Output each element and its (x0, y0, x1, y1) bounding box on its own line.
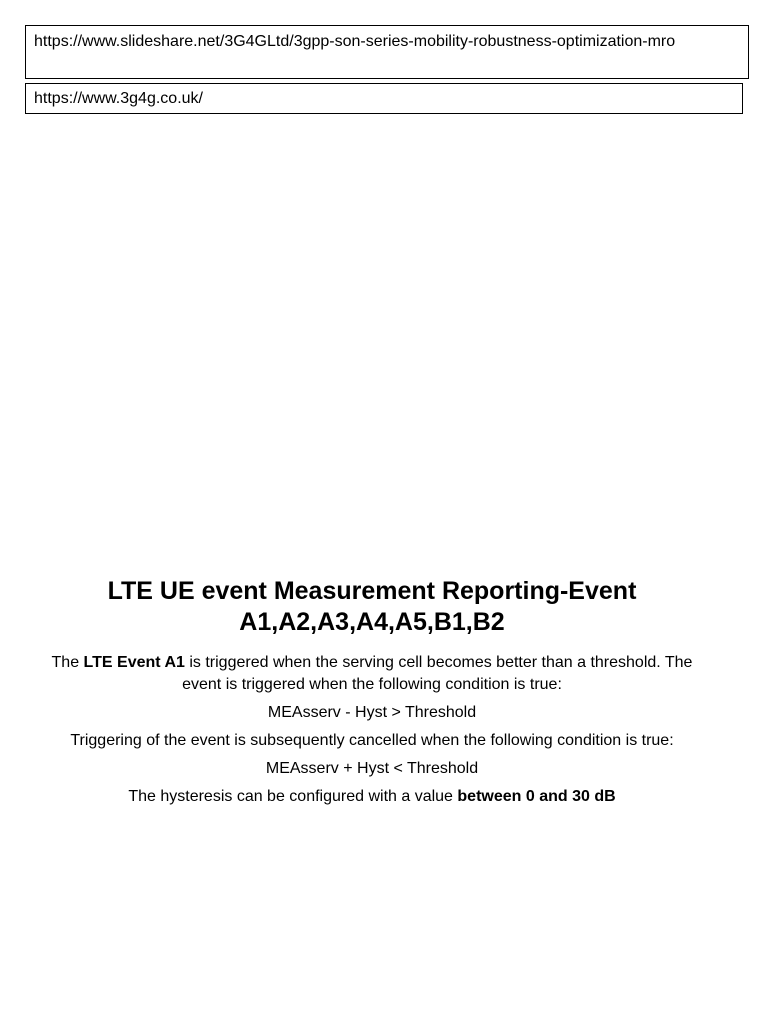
source-link-slideshare[interactable]: https://www.slideshare.net/3G4GLtd/3gpp-son-series-mobility-robustness-optimization-mro (34, 33, 676, 50)
leave-condition-formula: MEAsserv + Hyst < Threshold (265, 760, 479, 777)
entry-condition-formula: MEAsserv - Hyst > Threshold (267, 704, 477, 721)
slide-title-line-1: LTE UE event Measurement Reporting-Event (107, 577, 637, 605)
slide-title (40, 576, 704, 638)
hysteresis-note (40, 786, 704, 808)
source-link-box-3g4g[interactable] (25, 83, 743, 114)
source-link-box-slideshare[interactable] (25, 25, 749, 79)
event-a1-description (40, 652, 704, 696)
intro-after-text: is triggered when the serving cell becomes better than a threshold. The event is triggered when the following condition is true: (182, 654, 693, 693)
event-a1-name: LTE Event A1 (83, 654, 185, 671)
hysteresis-before-text: The hysteresis can be configured with a value (128, 788, 458, 805)
hysteresis-range: between 0 and 30 dB (457, 788, 616, 805)
intro-before-text: The (51, 654, 84, 671)
slide-content (40, 576, 704, 814)
source-link-3g4g[interactable]: https://www.3g4g.co.uk/ (34, 90, 203, 107)
cancel-description: Triggering of the event is subsequently cancelled when the following condition is true: (70, 732, 674, 749)
slide-title-line-2: A1,A2,A3,A4,A5,B1,B2 (239, 608, 505, 636)
